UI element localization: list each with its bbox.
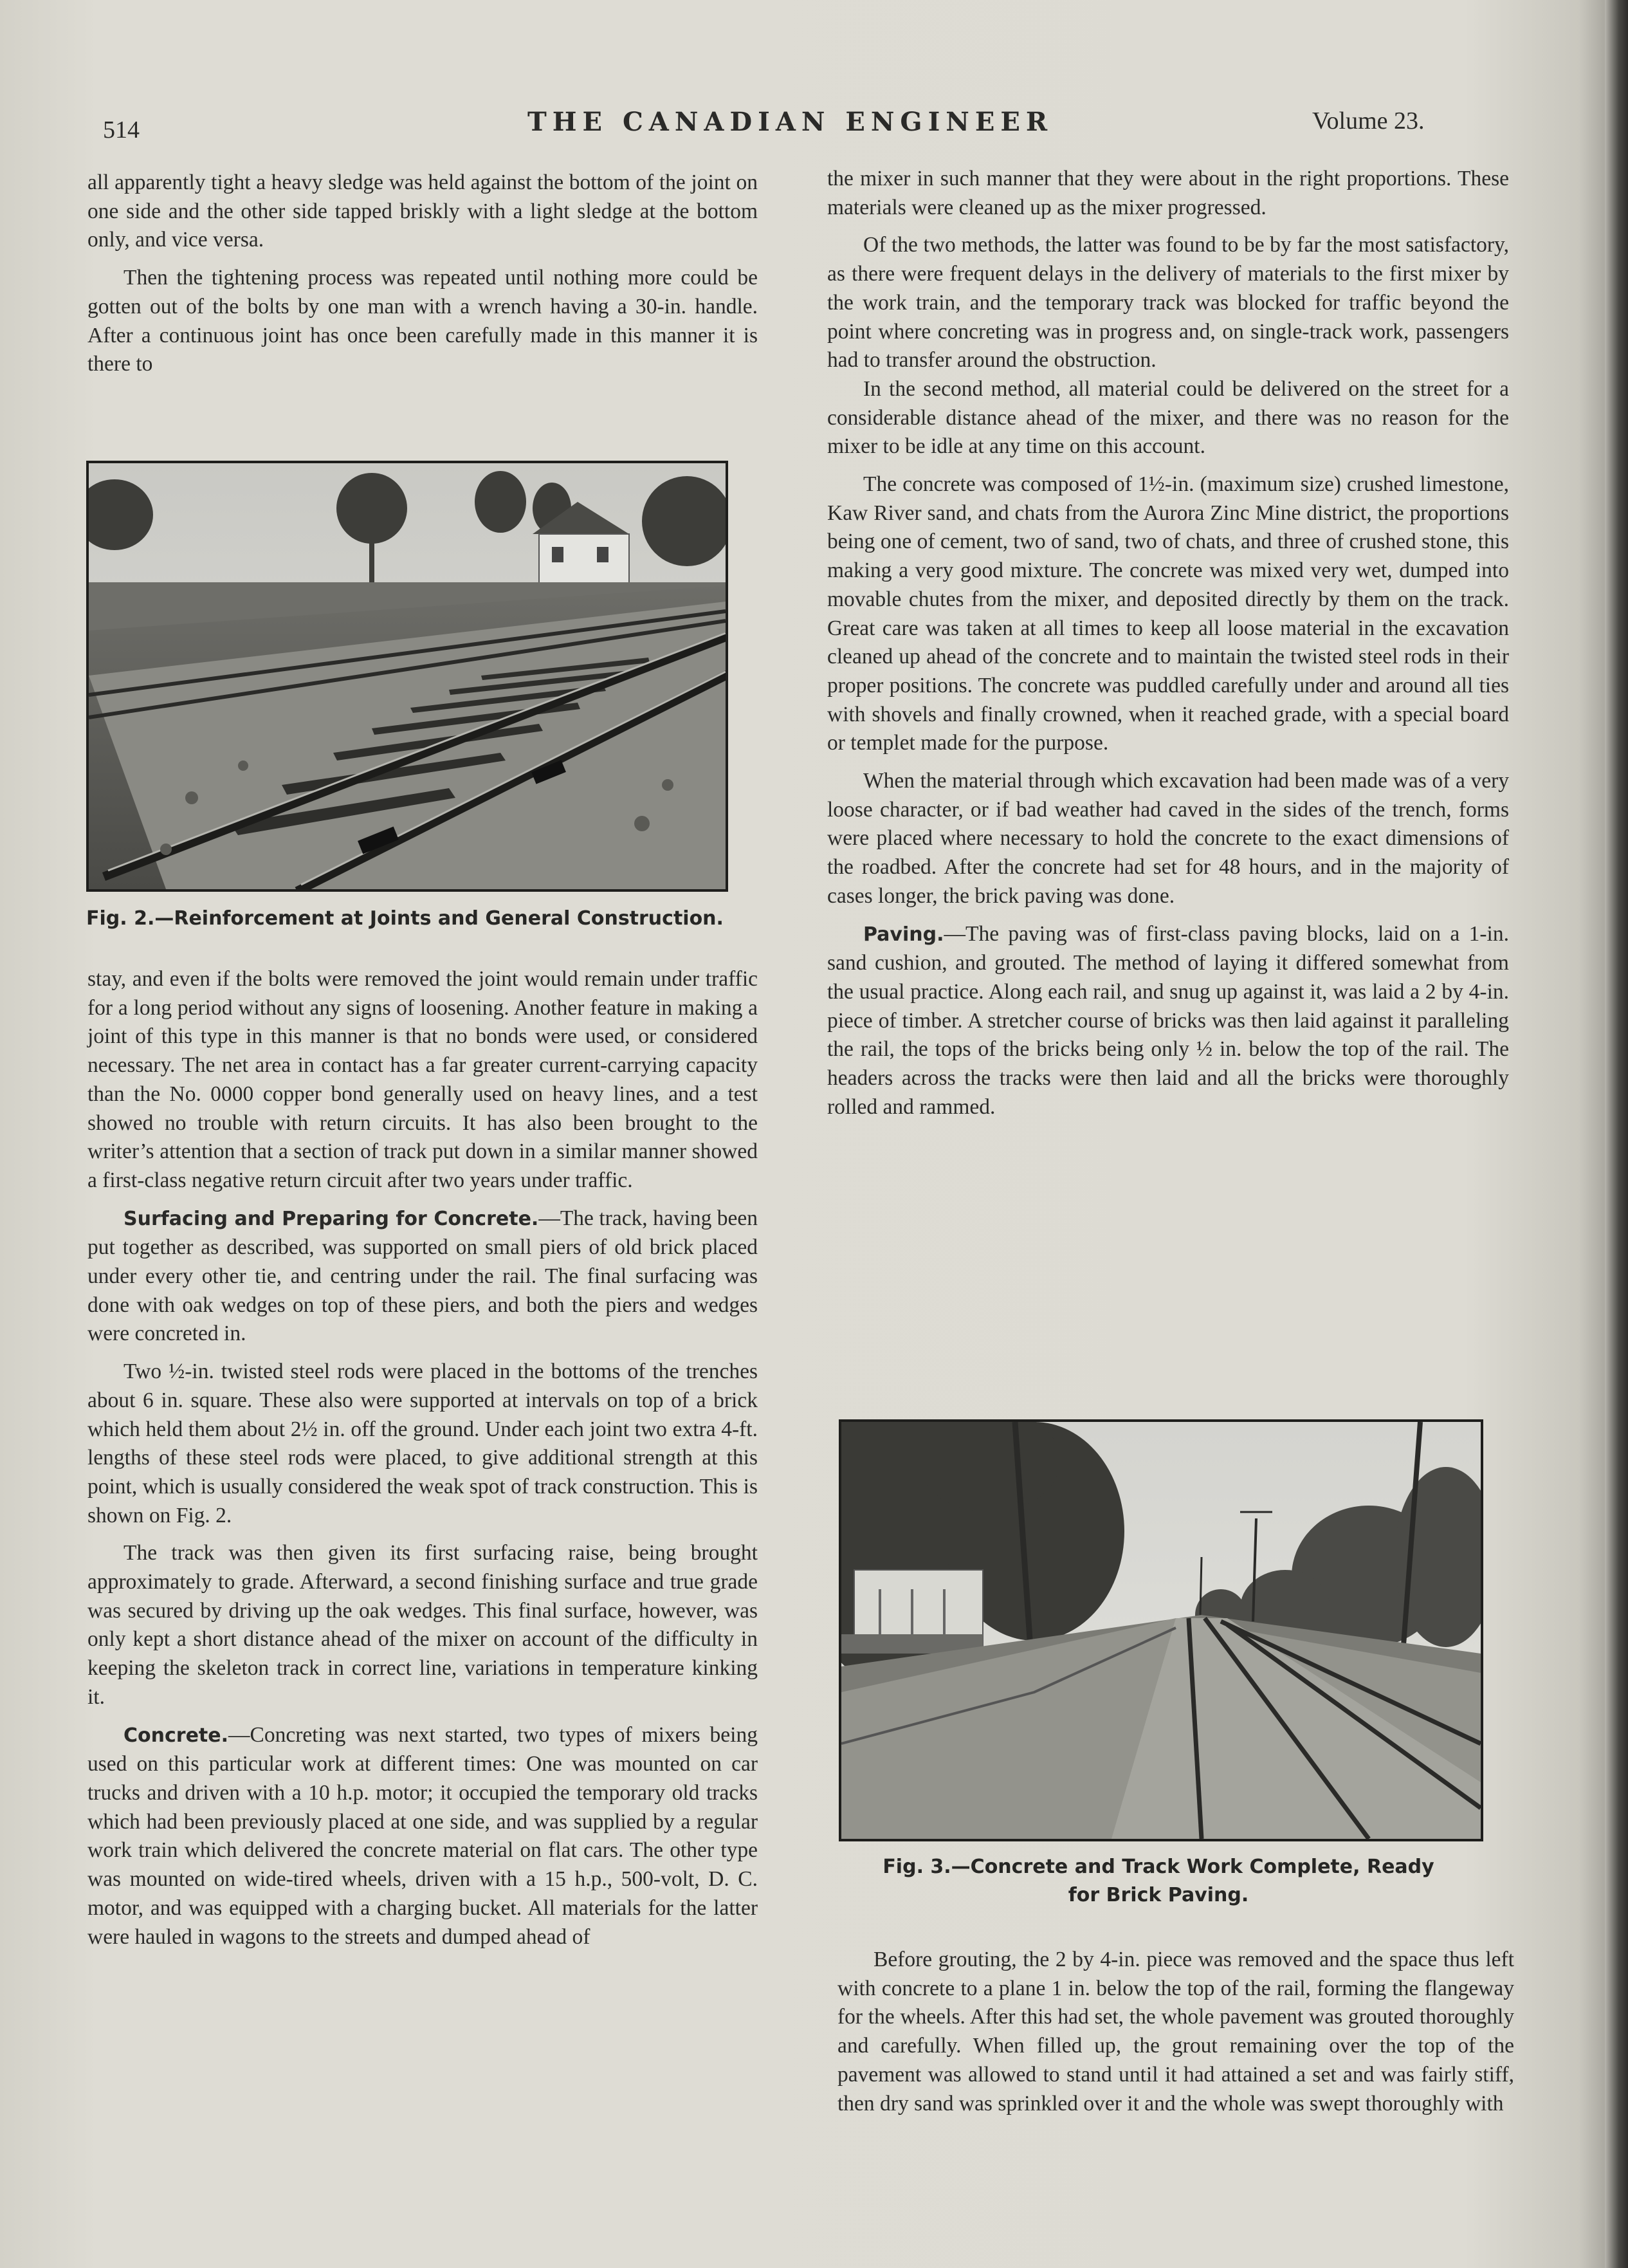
paragraph-text: —The track, having been put together as described, was supported on small piers of old brick placed under every other tie, and centring under the rail. The final surfacing was done with oak wedges on top of these piers, and both the piers and wedges were concreted in. [87,1206,758,1346]
paragraph: In the second method, all material could be delivered on the street for a considerable distance ahead of the mixer, and there was no reason for the mixer to be idle at any time on this account. [827,376,1509,459]
paragraph: The concrete was composed of 1½-in. (maximum size) crushed limestone, Kaw River sand, and chats from the Aurora Zinc Mine district, the proportions being one of cement, two of sand, two of chats, and three of crushed stone, this making a very good mixture. The concrete was mixed very wet, dumped into movable chutes from the mixer, and deposited directly by them on the track. Great care was taken at all times to keep all loose material in the excavation cleaned up ahead of the concrete and to maintain the twisted steel rods in their proper positions. The concrete was puddled carefully under and around all ties with shovels and finally crowned, when it reached grade, with a special board or templet made for the purpose. [827,472,1509,755]
paragraph: When the material through which excavation had been made was of a very loose character, or if bad weather had caved in the sides of the trench, forms were placed where necessary to hold the concrete to the exact dimensions of the roadbed. After the concrete had set for 48 hours, and in the majority of cases longer, the brick paving was done. [827,769,1509,908]
paragraph-text: —Concreting was next started, two types of mixers being used on this particular work at different times: One was mounted on car trucks and driven with a 10 h.p. motor; it occupied the temporary old tracks which had been previously placed at one side, and was supplied by a regular work train which delivered the concrete material on flat cars. The other type was mounted on wide-tired wheels, driven with a 15 h.p., 500-volt, D. C. motor, and was equipped with a charging bucket. All materials for the latter were hauled in wagons to the streets and dumped ahead of [87,1722,758,1949]
figure-3-caption [839,1853,1478,1910]
page-number: 514 [103,116,140,143]
section-heading: Paving. [863,923,944,946]
book-spine-shadow [1605,0,1628,2268]
paragraph: stay, and even if the bolts were removed the joint would remain under traffic for a long period without any signs of loosening. Another feature in making a joint of this type in this manner is that no bonds were used, or considered necessary. The net area in contact has a far greater current-carrying capacity than the No. 0000 copper bond generally used on heavy lines, and a test showed no trouble with return circuits. It has also been brought to the writer’s attention that a section of track put down in a similar manner showed a first-class negative return circuit after two years under traffic. [87,967,758,1192]
volume-label: Volume 23. [1312,107,1425,134]
figure-3-caption-line-2: for Brick Paving. [1068,1884,1249,1906]
paragraph: Of the two methods, the latter was found to be by far the most satisfactory, as there were frequent delays in the delivery of materials to the first mixer by the work train, and the temporary track was blocked for traffic beyond the point where concreting was in progress and, on single-track work, passengers had to transfer around the obstruction. [827,233,1509,373]
paragraph: Before grouting, the 2 by 4-in. piece was removed and the space thus left with concrete to a plane 1 in. below the top of the rail, forming the flangeway for the wheels. After this had set, the whole pavement was grouted thoroughly and carefully. When filled up, the grout remaining over the top of the pavement was allowed to stand until it had attained a set and was fairly stiff, then dry sand was sprinkled over it and the whole was swept thoroughly with [837,1948,1514,2116]
right-column-bottom [837,1946,1514,2118]
figure-3-photo [839,1419,1483,1841]
paragraph: The track was then given its first surfacing raise, being brought approximately to grade. Afterward, a second finishing surface and true grade was secured by driving up the oak wedges. This final surface, however, was only kept a short distance ahead of the mixer on account of the difficulty in keeping the skeleton track in correct line, variations in temperature kinking it. [87,1541,758,1709]
paragraph: all apparently tight a heavy sledge was held against the bottom of the joint on one side and the other side tapped briskly with a light sledge at the bottom only, and vice versa. [87,171,758,252]
figure-2-photo [86,461,728,892]
figure-2-caption: Fig. 2.—Reinforcement at Joints and General Construction. [86,907,724,930]
running-head [0,103,1628,148]
figure-3-caption-line-1: Fig. 3.—Concrete and Track Work Complete, Ready [883,1856,1434,1878]
journal-title: THE CANADIAN ENGINEER [527,107,1054,137]
paragraph [827,920,1509,1122]
left-column-bottom [87,965,758,1951]
paragraph: the mixer in such manner that they were about in the right proportions. These materials were cleaned up as the mixer progressed. [827,167,1509,219]
paragraph [87,1721,758,1952]
right-column-top [827,165,1509,1122]
section-heading: Surfacing and Preparing for Concrete. [123,1207,539,1230]
paragraph [87,1204,758,1349]
section-heading: Concrete. [123,1724,228,1747]
paragraph: Two ½-in. twisted steel rods were placed in the bottoms of the trenches about 6 in. square. These also were supported at intervals on top of a brick which held them about 2½ in. off the ground. Under each joint two extra 4-ft. lengths of these steel rods were placed, to give additional strength at this point, which is usually considered the weak spot of track construction. This is shown on Fig. 2. [87,1360,758,1527]
left-column-top [87,169,758,379]
paragraph-text: —The paving was of first-class paving blocks, laid on a 1-in. sand cushion, and grouted. The method of laying it differed somewhat from the usual practice. Along each rail, and snug up against it, was laid a 2 by 4-in. piece of timber. A stretcher course of bricks was then laid against it paralleling the rail, the tops of the bricks being only ½ in. below the top of the rail. The headers across the tracks were then laid and all the bricks were thoroughly rolled and rammed. [827,921,1509,1119]
paragraph: Then the tightening process was repeated until nothing more could be gotten out of the bolts by one man with a wrench having a 30-in. handle. After a continuous joint has once been carefully made in this manner it is there to [87,266,758,376]
